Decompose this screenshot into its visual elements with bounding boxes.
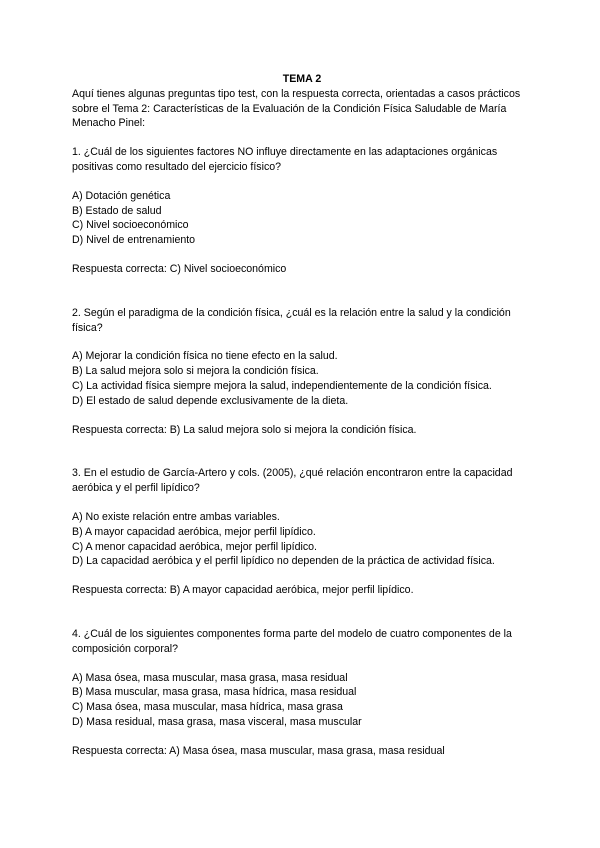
option-c: C) A menor capacidad aeróbica, mejor perfil lipídico. [72,540,317,553]
question-4 [72,627,532,759]
option-list [72,189,532,248]
document-intro: Aquí tienes algunas preguntas tipo test, con la respuesta correcta, orientadas a casos prácticos sobre el Tema 2: Características de la Evaluación de la Condición Física Saludable de María Menacho Pinel: [72,87,521,130]
option-a: A) Dotación genética [72,189,171,202]
correct-answer: Respuesta correcta: B) La salud mejora solo si mejora la condición física. [72,423,417,436]
option-c: C) Masa ósea, masa muscular, masa hídrica, masa grasa [72,701,343,714]
question-text: 3. En el estudio de García-Artero y cols. (2005), ¿qué relación encontraron entre la capacidad aeróbica y el perfil lipídico? [72,467,513,495]
option-a: A) Masa ósea, masa muscular, masa grasa, masa residual [72,671,348,684]
document-page [72,72,532,759]
option-a: A) Mejorar la condición física no tiene efecto en la salud. [72,350,338,363]
question-text: 4. ¿Cuál de los siguientes componentes forma parte del modelo de cuatro componentes de la composición corporal? [72,627,512,655]
option-c: C) La actividad física siempre mejora la salud, independientemente de la condición física. [72,379,492,392]
option-d: D) Masa residual, masa grasa, masa visceral, masa muscular [72,715,362,728]
option-d: D) La capacidad aeróbica y el perfil lipídico no dependen de la práctica de actividad física. [72,555,495,568]
option-c: C) Nivel socioeconómico [72,219,189,232]
document-title: TEMA 2 [282,73,322,85]
question-2 [72,306,532,438]
option-d: D) El estado de salud depende exclusivamente de la dieta. [72,394,349,407]
option-a: A) No existe relación entre ambas variables. [72,510,280,523]
correct-answer: Respuesta correcta: C) Nivel socioeconómico [72,262,287,275]
option-list [72,510,532,569]
option-list [72,349,532,408]
correct-answer: Respuesta correcta: A) Masa ósea, masa muscular, masa grasa, masa residual [72,744,445,757]
question-text: 2. Según el paradigma de la condición física, ¿cuál es la relación entre la salud y la condición física? [72,306,511,334]
option-b: B) La salud mejora solo si mejora la condición física. [72,365,319,378]
option-b: B) A mayor capacidad aeróbica, mejor perfil lipídico. [72,525,316,538]
question-text: 1. ¿Cuál de los siguientes factores NO influye directamente en las adaptaciones orgánicas positivas como resultado del ejercicio físico? [72,146,498,173]
correct-answer: Respuesta correcta: B) A mayor capacidad aeróbica, mejor perfil lipídico. [72,584,414,597]
question-3 [72,466,532,598]
option-b: B) Estado de salud [72,204,162,217]
question-1 [72,145,532,277]
option-d: D) Nivel de entrenamiento [72,234,196,247]
option-b: B) Masa muscular, masa grasa, masa hídrica, masa residual [72,686,357,699]
option-list [72,671,532,730]
